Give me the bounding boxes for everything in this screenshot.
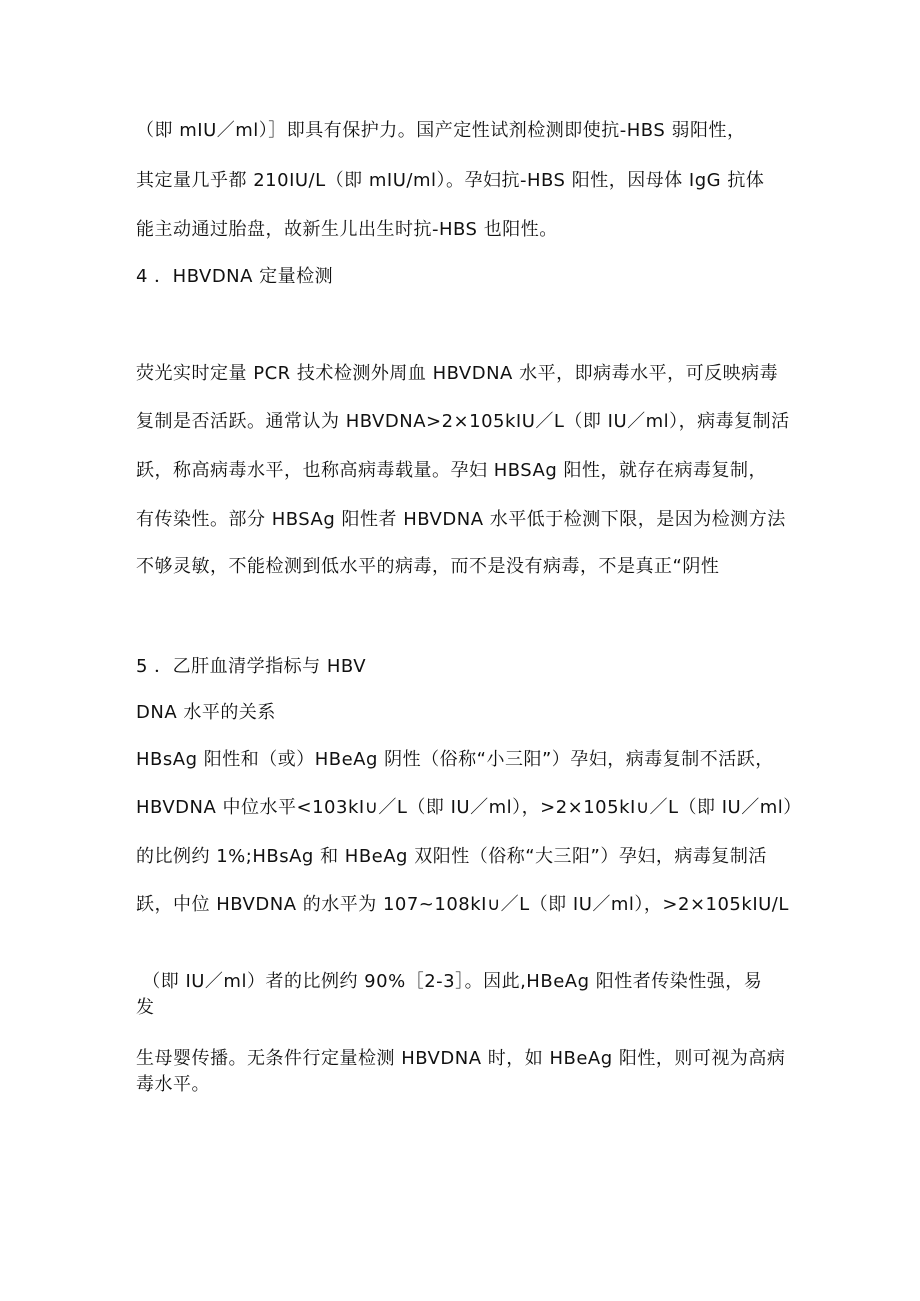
text-line: 有传染性。部分 HBSAg 阳性者 HBVDNA 水平低于检测下限，是因为检测方法 (136, 509, 786, 530)
text-line: 的比例约 1%;HBsAg 和 HBeAg 双阳性（俗称“大三阳”）孕妇，病毒复制活 (136, 846, 767, 867)
text-line: HBsAg 阳性和（或）HBeAg 阴性（俗称“小三阳”）孕妇，病毒复制不活跃， (136, 749, 774, 770)
text-line: （即 mIU／ml）］即具有保护力。国产定性试剂检测即使抗-HBS 弱阳性， (136, 120, 746, 141)
text-line: HBVDNA 中位水平<103kI∪／L（即 IU／ml），>2×105kI∪／L（即 IU／ml） (136, 797, 802, 818)
text-line: 复制是否活跃。通常认为 HBVDNA>2×105kIU／L（即 IU／ml），病毒复制活 (136, 411, 790, 432)
text-line: 荧光实时定量 PCR 技术检测外周血 HBVDNA 水平，即病毒水平，可反映病毒 (136, 363, 779, 384)
text-line: 生母婴传播。无条件行定量检测 HBVDNA 时，如 HBeAg 阳性，则可视为高病 (136, 1048, 786, 1069)
section-heading: 4 ．HBVDNA 定量检测 (136, 266, 334, 287)
text-line: 跃，中位 HBVDNA 的水平为 107~108kI∪／L（即 IU／ml），>2×105kIU/L (136, 894, 789, 915)
text-line: 能主动通过胎盘，故新生儿出生时抗-HBS 也阳性。 (136, 219, 558, 240)
section-heading: DNA 水平的关系 (136, 702, 276, 723)
text-line: 其定量几乎都 210IU/L（即 mIU/ml）。孕妇抗-HBS 阳性，因母体 IgG 抗体 (136, 170, 765, 191)
text-line: 不够灵敏，不能检测到低水平的病毒，而不是没有病毒，不是真正“阴性 (136, 556, 720, 577)
section-heading: 5 ．乙肝血清学指标与 HBV (136, 656, 367, 677)
text-line: （即 IU／ml）者的比例约 90%［2-3］。因此,HBeAg 阳性者传染性强，易 (136, 971, 763, 992)
text-line: 跃，称高病毒水平，也称高病毒载量。孕妇 HBSAg 阳性，就存在病毒复制， (136, 460, 768, 481)
text-line: 毒水平。 (136, 1074, 210, 1095)
text-line: 发 (136, 997, 155, 1018)
